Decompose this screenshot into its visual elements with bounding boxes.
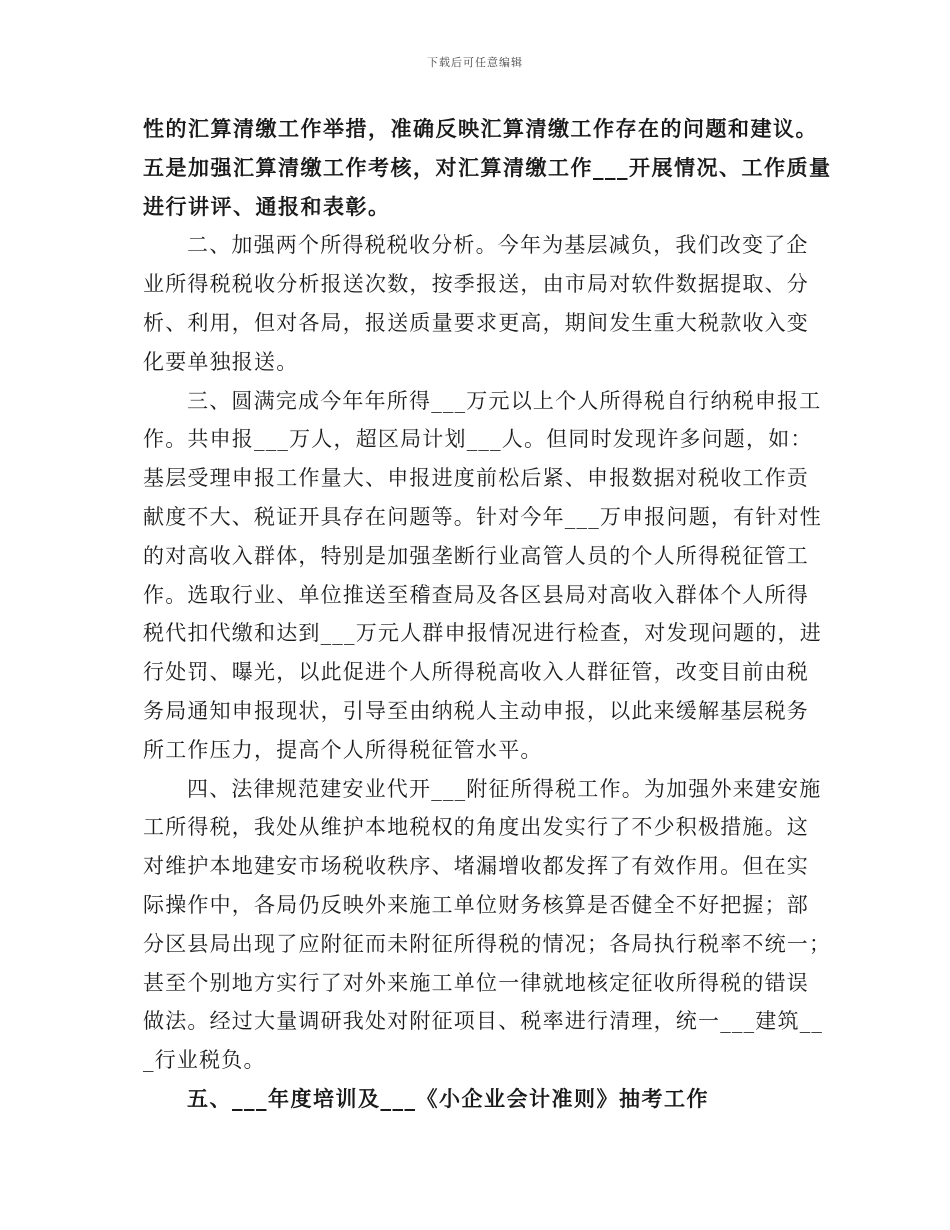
paragraph-start-line: 二、加强两个所得税税收分析。今年为基层减负，我们改变了企: [187, 233, 809, 258]
text-line: 五是加强汇算清缴工作考核，对汇算清缴工作___开展情况、工作质量: [143, 155, 832, 180]
text-line: 作。共申报___万人，超区局计划___人。但同时发现许多问题，如：: [143, 427, 813, 452]
text-line: 税代扣代缴和达到___万元人群申报情况进行检查，对发现问题的，进: [143, 621, 822, 646]
text-line: _行业税负。: [143, 1048, 266, 1073]
text-line: 行处罚、曝光，以此促进个人所得税高收入人群征管，改变目前由税: [143, 660, 809, 685]
text-line: 析、利用，但对各局，报送质量要求更高，期间发生重大税款收入变: [143, 310, 809, 335]
text-line: 基层受理申报工作量大、申报进度前松后紧、申报数据对税收工作贡: [143, 466, 809, 491]
text-line: 务局通知申报现状，引导至由纳税人主动申报，以此来缓解基层税务: [143, 698, 809, 723]
text-line: 的对高收入群体，特别是加强垄断行业高管人员的个人所得税征管工: [143, 543, 809, 568]
text-line: 献度不大、税证开具存在问题等。针对今年___万申报问题，有针对性: [143, 504, 822, 529]
text-line: 甚至个别地方实行了对外来施工单位一律就地核定征收所得税的错误: [143, 970, 809, 995]
text-line: 作。选取行业、单位推送至稽查局及各区县局对高收入群体个人所得: [143, 582, 809, 607]
section-heading: 五、___年度培训及___《小企业会计准则》抽考工作: [187, 1086, 709, 1111]
paragraph-start-line: 三、圆满完成今年年所得___万元以上个人所得税自行纳税申报工: [187, 388, 822, 413]
text-line: 际操作中，各局仍反映外来施工单位财务核算是否健全不好把握；部: [143, 892, 809, 917]
text-line: 分区县局出现了应附征而未附征所得税的情况；各局执行税率不统一；: [143, 931, 832, 956]
text-line: 所工作压力，提高个人所得税征管水平。: [143, 737, 543, 762]
text-line: 性的汇算清缴工作举措，准确反映汇算清缴工作存在的问题和建议。: [143, 117, 818, 141]
text-line: 对维护本地建安市场税收秩序、堵漏增收都发挥了有效作用。但在实: [143, 854, 809, 879]
text-line: 做法。经过大量调研我处对附征项目、税率进行清理，统一___建筑__: [143, 1009, 824, 1034]
text-line: 进行讲评、通报和表彰。: [143, 194, 391, 219]
text-line: 业所得税税收分析报送次数，按季报送，由市局对软件数据提取、分: [143, 272, 809, 297]
document-body: [143, 110, 832, 1119]
page-header: 下载后可任意编辑: [427, 56, 523, 69]
text-line: 化要单独报送。: [143, 349, 299, 374]
text-line: 工所得税，我处从维护本地税权的角度出发实行了不少积极措施。这: [143, 815, 809, 840]
paragraph-start-line: 四、法律规范建安业代开___附征所得税工作。为加强外来建安施: [187, 776, 822, 801]
